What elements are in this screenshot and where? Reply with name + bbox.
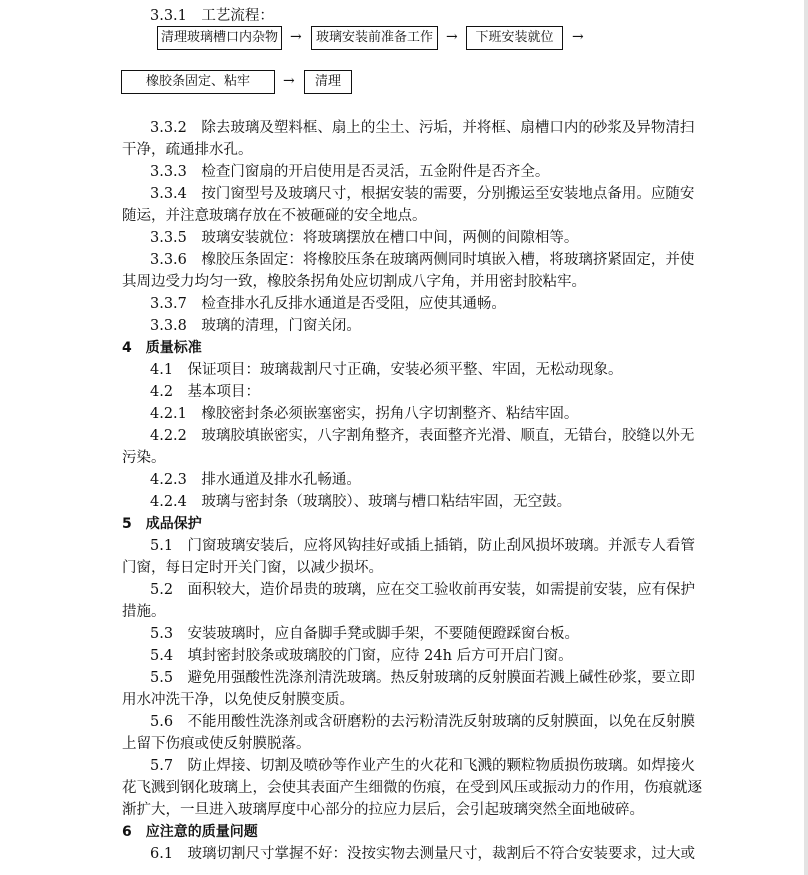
heading-product-protection: 5 成品保护 xyxy=(122,516,202,532)
heading-quality-issues: 6 应注意的质量问题 xyxy=(122,824,258,840)
text-line: 上留下伤痕或使反射膜脱落。 xyxy=(122,736,311,752)
text-line: 3.3.5 玻璃安装就位：将玻璃摆放在槽口中间，两侧的间隙相等。 xyxy=(150,230,579,246)
flow-step-4: 橡胶条固定、粘牢 xyxy=(121,70,275,94)
text-line: 门窗，每日定时开关门窗，以减少损坏。 xyxy=(122,560,383,576)
text-line: 3.3.7 检查排水孔反排水通道是否受阻，应使其通畅。 xyxy=(150,296,506,312)
text-line: 5.2 面积较大，造价昂贵的玻璃，应在交工验收前再安装，如需提前安装，应有保护 xyxy=(150,582,696,598)
flow-step-5: 清理 xyxy=(304,70,352,94)
flow-arrow-4: → xyxy=(283,73,295,89)
text-line: 3.3.6 橡胶压条固定：将橡胶压条在玻璃两侧同时填嵌入槽，将玻璃挤紧固定，并使 xyxy=(150,252,695,268)
text-line: 4.2.1 橡胶密封条必须嵌塞密实，拐角八字切割整齐、粘结牢固。 xyxy=(150,406,579,422)
heading-quality-standard: 4 质量标准 xyxy=(122,340,202,356)
text-line: 污染。 xyxy=(122,450,166,466)
page-edge xyxy=(804,0,808,875)
flow-step-3: 下班安装就位 xyxy=(466,26,563,50)
flow-step-2: 玻璃安装前准备工作 xyxy=(311,26,438,50)
text-line: 4.1 保证项目：玻璃裁割尺寸正确，安装必须平整、牢固，无松动现象。 xyxy=(150,362,623,378)
text-line: 3.3.8 玻璃的清理，门窗关闭。 xyxy=(150,318,361,334)
flow-arrow-2: → xyxy=(446,29,458,45)
text-line: 3.3.4 按门窗型号及玻璃尺寸，根据安装的需要，分别搬运至安装地点备用。应随安 xyxy=(150,186,695,202)
text-line: 3.3.3 检查门窗扇的开启使用是否灵活，五金附件是否齐全。 xyxy=(150,164,550,180)
text-line: 4.2.3 排水通道及排水孔畅通。 xyxy=(150,472,361,488)
text-line: 5.7 防止焊接、切割及喷砂等作业产生的火花和飞溅的颗粒物质损伤玻璃。如焊接火 xyxy=(150,758,696,774)
flow-step-1: 清理玻璃槽口内杂物 xyxy=(157,26,282,50)
section-title: 工艺流程： xyxy=(201,8,274,24)
text-line: 5.3 安装玻璃时，应自备脚手凳或脚手架，不要随便蹬踩窗台板。 xyxy=(150,626,580,642)
text-line: 用水冲洗干净，以免使反射膜变质。 xyxy=(122,692,354,708)
flow-arrow-1: → xyxy=(290,29,302,45)
text-line: 5.5 避免用强酸性洗涤剂清洗玻璃。热反射玻璃的反射膜面若溅上碱性砂浆，要立即 xyxy=(150,670,696,686)
flow-arrow-3: → xyxy=(572,29,584,45)
text-line: 3.3.2 除去玻璃及塑料框、扇上的尘土、污垢，并将框、扇槽口内的砂浆及异物清扫 xyxy=(150,120,695,136)
text-line: 措施。 xyxy=(122,604,166,620)
text-line: 花飞溅到钢化玻璃上，会使其表面产生细微的伤痕，在受到风压或振动力的作用，伤痕就逐 xyxy=(122,780,702,796)
text-line: 4.2 基本项目： xyxy=(150,384,261,400)
text-line: 其周边受力均匀一致，橡胶条拐角处应切割成八字角，并用密封胶粘牢。 xyxy=(122,274,586,290)
text-line: 5.1 门窗玻璃安装后，应将风钩挂好或插上插销，防止刮风损坏玻璃。并派专人看管 xyxy=(150,538,696,554)
text-line: 4.2.4 玻璃与密封条（玻璃胶）、玻璃与槽口粘结牢固，无空鼓。 xyxy=(150,494,572,510)
section-3-3-1 xyxy=(150,6,274,26)
text-line: 渐扩大，一旦进入玻璃厚度中心部分的拉应力层后，会引起玻璃突然全面地破碎。 xyxy=(122,802,644,818)
text-line: 5.4 填封密封胶条或玻璃胶的门窗，应待 24h 后方可开启门窗。 xyxy=(150,648,573,664)
text-line: 4.2.2 玻璃胶填嵌密实，八字割角整齐，表面整齐光滑、顺直，无错台，胶缝以外无 xyxy=(150,428,695,444)
text-line: 随运，并注意玻璃存放在不被砸碰的安全地点。 xyxy=(122,208,427,224)
text-line: 6.1 玻璃切割尺寸掌握不好：没按实物去测量尺寸，裁割后不符合安装要求，过大或 xyxy=(150,846,696,862)
text-line: 干净，疏通排水孔。 xyxy=(122,142,253,158)
text-line: 5.6 不能用酸性洗涤剂或含研磨粉的去污粉清洗反射玻璃的反射膜面，以免在反射膜 xyxy=(150,714,696,730)
section-number: 3.3.1 xyxy=(150,8,187,24)
